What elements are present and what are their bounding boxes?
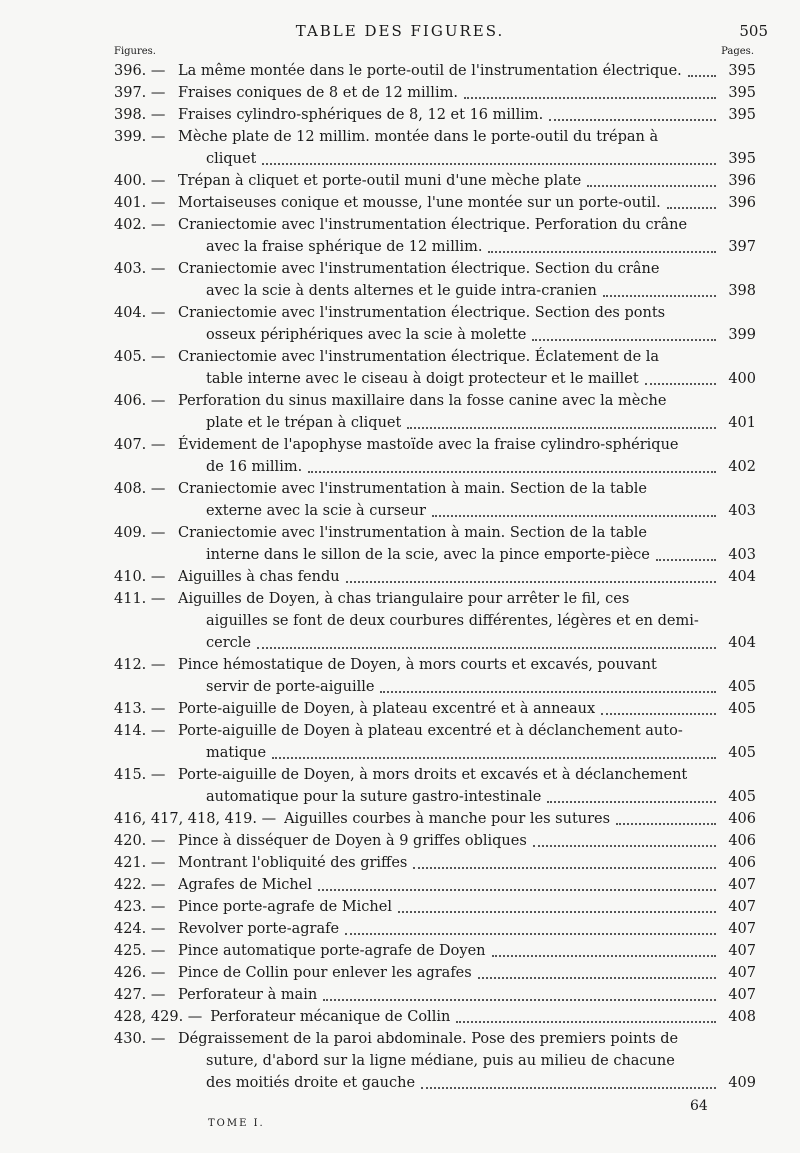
figure-caption: servir de porte-aiguille bbox=[206, 679, 375, 695]
figure-number: 401. — bbox=[114, 195, 166, 211]
entry-line bbox=[114, 456, 756, 478]
entry-line bbox=[114, 1006, 756, 1028]
page-reference: 406 bbox=[728, 811, 756, 827]
page-reference: 395 bbox=[728, 63, 756, 79]
figure-number: 424. — bbox=[114, 921, 166, 937]
page-reference: 408 bbox=[728, 1009, 756, 1025]
page-reference: 407 bbox=[728, 943, 756, 959]
figure-caption: cercle bbox=[206, 635, 251, 651]
figure-entry bbox=[114, 698, 756, 720]
page-reference: 405 bbox=[728, 789, 756, 805]
entry-line bbox=[114, 830, 756, 852]
dot-leader bbox=[601, 713, 716, 715]
figure-number: 428, 429. — bbox=[114, 1009, 203, 1025]
figure-caption: Trépan à cliquet et porte-outil muni d'une mèche plate bbox=[178, 173, 582, 189]
dot-leader bbox=[478, 977, 716, 979]
dot-leader bbox=[616, 823, 716, 825]
dot-leader bbox=[549, 119, 716, 121]
page-reference: 407 bbox=[728, 987, 756, 1003]
figure-caption: Aiguilles à chas fendu bbox=[178, 569, 340, 585]
figure-number: 413. — bbox=[114, 701, 166, 717]
entry-line bbox=[114, 82, 756, 104]
entry-line bbox=[114, 236, 756, 258]
figure-entry bbox=[114, 258, 756, 302]
page-reference: 399 bbox=[728, 327, 756, 343]
figure-caption: Craniectomie avec l'instrumentation électrique. Perforation du crâne bbox=[178, 217, 688, 233]
figure-caption: Revolver porte-agrafe bbox=[178, 921, 340, 937]
figure-caption: Craniectomie avec l'instrumentation à main. Section de la table bbox=[178, 481, 648, 497]
figure-number: 408. — bbox=[114, 481, 166, 497]
entry-line bbox=[114, 104, 756, 126]
entry-line bbox=[114, 478, 756, 500]
dot-leader bbox=[667, 207, 716, 209]
entry-line bbox=[114, 808, 756, 830]
figure-caption: automatique pour la suture gastro-intestinale bbox=[206, 789, 542, 805]
dot-leader bbox=[262, 163, 716, 165]
figure-caption: cliquet bbox=[206, 151, 257, 167]
figure-entry bbox=[114, 126, 756, 170]
figure-entry bbox=[114, 720, 756, 764]
entry-line bbox=[114, 434, 756, 456]
page-reference: 405 bbox=[728, 745, 756, 761]
figure-number: 405. — bbox=[114, 349, 166, 365]
figure-entry bbox=[114, 82, 756, 104]
figure-caption: Craniectomie avec l'instrumentation à main. Section de la table bbox=[178, 525, 648, 541]
figure-number: 398. — bbox=[114, 107, 166, 123]
figure-caption: Perforation du sinus maxillaire dans la fosse canine avec la mèche bbox=[178, 393, 667, 409]
entry-line bbox=[114, 214, 756, 236]
figure-entry bbox=[114, 390, 756, 434]
column-headers bbox=[114, 46, 754, 60]
page-reference: 395 bbox=[728, 107, 756, 123]
figure-caption: suture, d'abord sur la ligne médiane, puis au milieu de chacune bbox=[206, 1053, 675, 1069]
entry-line bbox=[114, 522, 756, 544]
figure-number: 396. — bbox=[114, 63, 166, 79]
figure-caption: Perforateur à main bbox=[178, 987, 318, 1003]
page-reference: 409 bbox=[728, 1075, 756, 1091]
figure-caption: Dégraissement de la paroi abdominale. Pose des premiers points de bbox=[178, 1031, 679, 1047]
figure-entry bbox=[114, 346, 756, 390]
dot-leader bbox=[308, 471, 716, 473]
page-reference: 405 bbox=[728, 679, 756, 695]
page-reference: 400 bbox=[728, 371, 756, 387]
entry-line bbox=[114, 280, 756, 302]
figure-caption: Porte-aiguille de Doyen à plateau excentré et à déclanchement auto- bbox=[178, 723, 683, 739]
entry-line bbox=[114, 126, 756, 148]
page-footer bbox=[0, 1092, 800, 1132]
dot-leader bbox=[346, 581, 716, 583]
figure-caption: Fraises coniques de 8 et de 12 millim. bbox=[178, 85, 458, 101]
page-reference: 407 bbox=[728, 877, 756, 893]
figure-entry bbox=[114, 214, 756, 258]
figure-caption: Pince à disséquer de Doyen à 9 griffes obliques bbox=[178, 833, 527, 849]
dot-leader bbox=[547, 801, 716, 803]
figure-entry bbox=[114, 478, 756, 522]
figure-caption: Pince de Collin pour enlever les agrafes bbox=[178, 965, 472, 981]
dot-leader bbox=[272, 757, 716, 759]
figure-entry bbox=[114, 170, 756, 192]
figure-caption: Aiguilles courbes à manche pour les sutures bbox=[284, 811, 611, 827]
figure-caption: matique bbox=[206, 745, 267, 761]
figure-caption: Porte-aiguille de Doyen, à plateau excentré et à anneaux bbox=[178, 701, 596, 717]
entry-line bbox=[114, 258, 756, 280]
dot-leader bbox=[533, 845, 716, 847]
figure-entry bbox=[114, 896, 756, 918]
entry-line bbox=[114, 192, 756, 214]
figure-entry bbox=[114, 808, 756, 830]
figure-entry bbox=[114, 962, 756, 984]
figure-caption: Pince automatique porte-agrafe de Doyen bbox=[178, 943, 486, 959]
page-reference: 404 bbox=[728, 635, 756, 651]
entry-line bbox=[114, 742, 756, 764]
entry-line bbox=[114, 1028, 756, 1050]
figure-caption: Craniectomie avec l'instrumentation électrique. Éclatement de la bbox=[178, 349, 660, 365]
entry-line bbox=[114, 148, 756, 170]
dot-leader bbox=[492, 955, 716, 957]
entry-line bbox=[114, 984, 756, 1006]
dot-leader bbox=[345, 933, 716, 935]
figure-caption: interne dans le sillon de la scie, avec la pince emporte-pièce bbox=[206, 547, 650, 563]
figure-caption: table interne avec le ciseau à doigt protecteur et le maillet bbox=[206, 371, 639, 387]
entry-line bbox=[114, 368, 756, 390]
page-title: TABLE DES FIGURES. bbox=[295, 22, 505, 40]
entry-line bbox=[114, 896, 756, 918]
entry-line bbox=[114, 676, 756, 698]
figure-caption: externe avec la scie à curseur bbox=[206, 503, 426, 519]
entry-line bbox=[114, 1072, 756, 1094]
figure-number: 402. — bbox=[114, 217, 166, 233]
entry-line bbox=[114, 764, 756, 786]
figure-caption: Mèche plate de 12 millim. montée dans le porte-outil du trépan à bbox=[178, 129, 659, 145]
entry-line bbox=[114, 500, 756, 522]
figure-entry bbox=[114, 60, 756, 82]
figure-entry bbox=[114, 830, 756, 852]
figure-entry bbox=[114, 1028, 756, 1094]
dot-leader bbox=[421, 1087, 716, 1089]
page-reference: 402 bbox=[728, 459, 756, 475]
figure-number: 412. — bbox=[114, 657, 166, 673]
page-reference: 396 bbox=[728, 173, 756, 189]
entry-line bbox=[114, 60, 756, 82]
figure-entry bbox=[114, 852, 756, 874]
dot-leader bbox=[318, 889, 716, 891]
figure-caption: Agrafes de Michel bbox=[178, 877, 312, 893]
figure-number: 411. — bbox=[114, 591, 166, 607]
figure-caption: Fraises cylindro-sphériques de 8, 12 et 16 millim. bbox=[178, 107, 544, 123]
figure-entry bbox=[114, 588, 756, 654]
page-reference: 406 bbox=[728, 833, 756, 849]
volume-label: TOME I. bbox=[208, 1118, 265, 1129]
entry-line bbox=[114, 390, 756, 412]
figure-entry bbox=[114, 1006, 756, 1028]
figure-entry bbox=[114, 566, 756, 588]
entry-line bbox=[114, 720, 756, 742]
figure-entry bbox=[114, 302, 756, 346]
dot-leader bbox=[257, 647, 716, 649]
figure-caption: Montrant l'obliquité des griffes bbox=[178, 855, 408, 871]
figure-number: 410. — bbox=[114, 569, 166, 585]
figure-entry bbox=[114, 764, 756, 808]
entry-line bbox=[114, 918, 756, 940]
figure-number: 422. — bbox=[114, 877, 166, 893]
figure-caption: avec la scie à dents alternes et le guide intra-cranien bbox=[206, 283, 597, 299]
page-reference: 395 bbox=[728, 85, 756, 101]
figure-list bbox=[114, 60, 756, 1094]
figure-number: 406. — bbox=[114, 393, 166, 409]
figure-number: 415. — bbox=[114, 767, 166, 783]
figure-entry bbox=[114, 104, 756, 126]
figure-number: 404. — bbox=[114, 305, 166, 321]
dot-leader bbox=[380, 691, 716, 693]
entry-line bbox=[114, 962, 756, 984]
page-reference: 406 bbox=[728, 855, 756, 871]
figure-entry bbox=[114, 192, 756, 214]
figure-caption: aiguilles se font de deux courbures différentes, légères et en demi- bbox=[206, 613, 699, 629]
figure-caption: Craniectomie avec l'instrumentation électrique. Section des ponts bbox=[178, 305, 666, 321]
figure-caption: avec la fraise sphérique de 12 millim. bbox=[206, 239, 483, 255]
figure-caption: Évidement de l'apophyse mastoïde avec la fraise cylindro-sphérique bbox=[178, 437, 679, 453]
page-reference: 407 bbox=[728, 899, 756, 915]
dot-leader bbox=[432, 515, 716, 517]
figure-caption: Pince porte-agrafe de Michel bbox=[178, 899, 392, 915]
signature-mark: 64 bbox=[690, 1098, 708, 1114]
figure-entry bbox=[114, 522, 756, 566]
dot-leader bbox=[398, 911, 716, 913]
figure-number: 399. — bbox=[114, 129, 166, 145]
page-reference: 407 bbox=[728, 965, 756, 981]
entry-line bbox=[114, 588, 756, 610]
figure-number: 409. — bbox=[114, 525, 166, 541]
dot-leader bbox=[323, 999, 716, 1001]
figure-entry bbox=[114, 434, 756, 478]
pages-column-header: Pages. bbox=[721, 46, 754, 57]
entry-line bbox=[114, 346, 756, 368]
page-reference: 395 bbox=[728, 151, 756, 167]
dot-leader bbox=[413, 867, 716, 869]
entry-line bbox=[114, 1050, 756, 1072]
entry-line bbox=[114, 874, 756, 896]
dot-leader bbox=[603, 295, 716, 297]
dot-leader bbox=[456, 1021, 716, 1023]
page-reference: 405 bbox=[728, 701, 756, 717]
entry-line bbox=[114, 654, 756, 676]
page-reference: 397 bbox=[728, 239, 756, 255]
page-reference: 403 bbox=[728, 547, 756, 563]
entry-line bbox=[114, 852, 756, 874]
entry-line bbox=[114, 786, 756, 808]
figure-number: 421. — bbox=[114, 855, 166, 871]
figure-number: 420. — bbox=[114, 833, 166, 849]
page-header bbox=[0, 22, 800, 44]
figure-entry bbox=[114, 654, 756, 698]
figure-number: 430. — bbox=[114, 1031, 166, 1047]
figure-caption: Porte-aiguille de Doyen, à mors droits et excavés et à déclanchement bbox=[178, 767, 688, 783]
figure-caption: Craniectomie avec l'instrumentation électrique. Section du crâne bbox=[178, 261, 660, 277]
dot-leader bbox=[407, 427, 716, 429]
entry-line bbox=[114, 632, 756, 654]
dot-leader bbox=[656, 559, 716, 561]
figure-number: 427. — bbox=[114, 987, 166, 1003]
figure-entry bbox=[114, 874, 756, 896]
entry-line bbox=[114, 610, 756, 632]
figure-number: 407. — bbox=[114, 437, 166, 453]
entry-line bbox=[114, 412, 756, 434]
figure-caption: osseux périphériques avec la scie à molette bbox=[206, 327, 527, 343]
dot-leader bbox=[688, 75, 716, 77]
figure-caption: Pince hémostatique de Doyen, à mors courts et excavés, pouvant bbox=[178, 657, 657, 673]
figure-number: 425. — bbox=[114, 943, 166, 959]
figure-caption: La même montée dans le porte-outil de l'instrumentation électrique. bbox=[178, 63, 682, 79]
figure-number: 397. — bbox=[114, 85, 166, 101]
page-number: 505 bbox=[739, 22, 768, 40]
figure-number: 426. — bbox=[114, 965, 166, 981]
dot-leader bbox=[532, 339, 716, 341]
page-reference: 401 bbox=[728, 415, 756, 431]
entry-line bbox=[114, 324, 756, 346]
entry-line bbox=[114, 302, 756, 324]
figures-column-header: Figures. bbox=[114, 46, 156, 57]
figure-number: 416, 417, 418, 419. — bbox=[114, 811, 277, 827]
entry-line bbox=[114, 940, 756, 962]
entry-line bbox=[114, 544, 756, 566]
figure-caption: plate et le trépan à cliquet bbox=[206, 415, 402, 431]
figure-caption: Mortaiseuses conique et mousse, l'une montée sur un porte-outil. bbox=[178, 195, 661, 211]
figure-caption: des moitiés droite et gauche bbox=[206, 1075, 416, 1091]
dot-leader bbox=[645, 383, 716, 385]
page-reference: 403 bbox=[728, 503, 756, 519]
figure-entry bbox=[114, 940, 756, 962]
figure-number: 403. — bbox=[114, 261, 166, 277]
page-reference: 407 bbox=[728, 921, 756, 937]
figure-number: 423. — bbox=[114, 899, 166, 915]
figure-caption: de 16 millim. bbox=[206, 459, 303, 475]
dot-leader bbox=[587, 185, 716, 187]
dot-leader bbox=[488, 251, 716, 253]
entry-line bbox=[114, 566, 756, 588]
entry-line bbox=[114, 698, 756, 720]
figure-number: 400. — bbox=[114, 173, 166, 189]
figure-number: 414. — bbox=[114, 723, 166, 739]
entry-line bbox=[114, 170, 756, 192]
figure-caption: Aiguilles de Doyen, à chas triangulaire pour arrêter le fil, ces bbox=[178, 591, 630, 607]
page-reference: 396 bbox=[728, 195, 756, 211]
figure-entry bbox=[114, 918, 756, 940]
figure-caption: Perforateur mécanique de Collin bbox=[210, 1009, 451, 1025]
figure-entry bbox=[114, 984, 756, 1006]
page-reference: 404 bbox=[728, 569, 756, 585]
page-reference: 398 bbox=[728, 283, 756, 299]
dot-leader bbox=[464, 97, 716, 99]
